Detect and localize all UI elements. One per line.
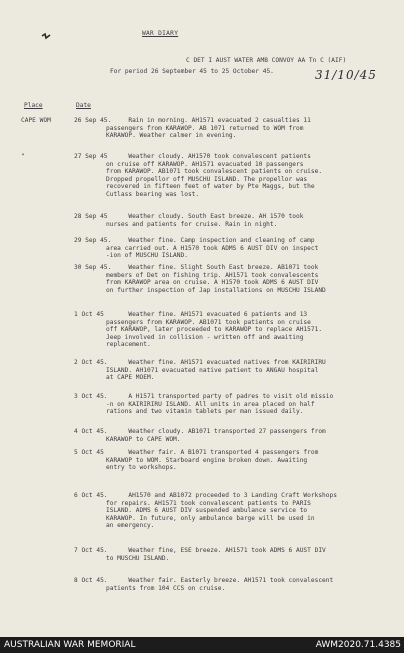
entry-text-line: an emergency. — [106, 522, 155, 530]
entry-text-line: Weather fine. AH1571 evacuated 6 patients and 13 — [106, 311, 308, 318]
entry-text-line: patients from 104 CCS on cruise. — [106, 584, 226, 592]
document-title: WAR DIARY — [142, 30, 179, 37]
archive-footer — [0, 637, 404, 653]
entry-date: 3 Oct 45. — [74, 393, 108, 400]
entry-text — [106, 311, 404, 349]
unit-subtitle: C DET I AUST WATER AMB CONVOY AA Tn C (AIF) — [186, 57, 347, 64]
entry-text — [106, 264, 404, 294]
entry-text-line: to MUSCHU ISLAND. — [106, 554, 170, 562]
entry-text-line: Weather cloudy. AB1071 transported 27 passengers from — [106, 428, 326, 435]
entry-text-line: ISLAND. ADMS 6 AUST DIV suspended ambulance service to — [106, 507, 308, 515]
entry-text-line: nurses and patients for cruise. Rain in night. — [106, 220, 278, 228]
entry-text — [106, 359, 404, 382]
entry-text-line: Weather fair. Easterly breeze. AH1571 took convalescent — [106, 577, 334, 584]
entry-date: 8 Oct 45. — [74, 577, 108, 584]
entry-text-line: rations and two vitamin tablets per man issued daily. — [106, 408, 304, 416]
entry-text-line: KARAWOP. In future, only ambulance barge will be used in — [106, 514, 315, 522]
entry-text-line: KARAWOP to WOM. Starboard engine broken down. Awaiting — [106, 456, 308, 464]
entry-date: 6 Oct 45. — [74, 492, 108, 499]
entry-text-line: entry to workshops. — [106, 464, 177, 472]
entry-text — [106, 492, 404, 530]
entry-date: 27 Sep 45 — [74, 153, 108, 160]
entry-date: 2 Oct 45. — [74, 359, 108, 366]
entry-date: 5 Oct 45 — [74, 449, 104, 456]
entry-date: 28 Sep 45 — [74, 213, 108, 220]
entry-text-line: Dropped propellor off MUSCHU ISLAND. The propellor was — [106, 175, 308, 183]
entry-text-line: Rain in morning. AH1571 evacuated 2 casualties 11 — [106, 117, 311, 124]
place-column-header: Place — [24, 102, 43, 109]
ink-mark-icon — [41, 32, 51, 40]
entry-date: 1 Oct 45 — [74, 311, 104, 318]
entry-text-line: Weather fine, ESE breeze. AH1571 took ADMS 6 AUST DIV — [106, 547, 326, 554]
entry-text-line: Weather fine. Camp inspection and cleaning of camp — [106, 237, 315, 244]
entry-text-line: on further inspection of Jap installations on MUSCHU ISLAND — [106, 286, 326, 294]
entry-text-line: area carried out. A H1570 took ADMS 6 AUST DIV on inspect — [106, 244, 319, 252]
entry-text-line: AH1570 and AB1072 proceeded to 3 Landing Craft Workshops — [106, 492, 337, 499]
footer-institution: AUSTRALIAN WAR MEMORIAL — [4, 640, 136, 650]
entry-text — [106, 393, 404, 416]
entry-text-line: Weather fair. A B1071 transported 4 passengers from — [106, 449, 319, 456]
entry-date: 30 Sep 45. — [74, 264, 112, 271]
handwritten-date: 31/10/45 — [315, 68, 377, 82]
entry-date: 4 Oct 45. — [74, 428, 108, 435]
entry-date: 26 Sep 45. — [74, 117, 112, 124]
entry-date: 29 Sep 45. — [74, 237, 112, 244]
entry-text-line: for repairs. AH1571 took convalescent patients to PARIS — [106, 499, 311, 507]
entry-text-line: Weather cloudy. AH1570 took convalescent patients — [106, 153, 311, 160]
entry-text-line: KARAWOP to CAPE WOM. — [106, 435, 181, 443]
entry-text-line: KARAWOP. Weather calmer in evening. — [106, 132, 237, 140]
entry-text — [106, 449, 404, 472]
entry-date: 7 Oct 45. — [74, 547, 108, 554]
entry-text-line: ISLAND. AH1071 evacuated native patient to ANGAU hospital — [106, 366, 319, 374]
entry-text-line: members of Det on fishing trip. AH1571 took convalescents — [106, 271, 319, 279]
entry-text-line: Weather cloudy. South East breeze. AH 1570 took — [106, 213, 304, 220]
entry-text — [106, 577, 404, 592]
entry-text-line: off KARAWOP, later proceeded to KARAWOP to replace AH1571. — [106, 326, 323, 334]
entry-text — [106, 117, 404, 140]
entry-text — [106, 237, 404, 260]
entry-text — [106, 547, 404, 562]
entry-text-line: -ion of MUSCHU ISLAND. — [106, 252, 188, 260]
period-line: For period 26 September 45 to 25 October 45. — [110, 68, 274, 75]
entry-text-line: on cruise off KARAWOP. AH1571 evacuated 10 passengers — [106, 160, 304, 168]
entry-text-line: recovered in fifteen feet of water by Pte Maggs, but the — [106, 183, 315, 191]
entry-text-line: passengers from KARAWOP. AB1071 took patients on cruise — [106, 318, 311, 326]
entry-text-line: from KARAWOP area on cruise. A H1570 took ADMS 6 AUST DIV — [106, 279, 319, 287]
entry-text — [106, 213, 404, 228]
entry-text — [106, 428, 404, 443]
entry-text-line: A H1571 transported party of padres to visit old missio — [106, 393, 334, 400]
entry-text-line: Weather fine. Slight South East breeze. AB1071 took — [106, 264, 319, 271]
entry-place: CAPE WOM — [21, 117, 51, 124]
entry-text-line: at CAPE MOEM. — [106, 374, 155, 382]
entry-text — [106, 153, 404, 199]
entry-text-line: Cutlass bearing was lost. — [106, 190, 200, 198]
entry-text-line: from KARAWOP. AB1071 took convalescent patients on cruise. — [106, 168, 323, 176]
entry-text-line: Weather fine. AH1571 evacuated natives from KAIRIRIRU — [106, 359, 326, 366]
date-column-header: Date — [76, 102, 91, 109]
footer-accession-number: AWM2020.71.4385 — [315, 640, 401, 650]
entry-place: " — [21, 153, 25, 160]
entry-text-line: Jeep involved in collision - written off and awaiting — [106, 333, 304, 341]
entry-text-line: replacement. — [106, 341, 151, 349]
entry-text-line: -n on KAIRIRIRU ISLAND. All units in area placed on half — [106, 400, 315, 408]
entry-text-line: passengers from KARAWOP. AB 1071 returned to WOM from — [106, 124, 304, 132]
